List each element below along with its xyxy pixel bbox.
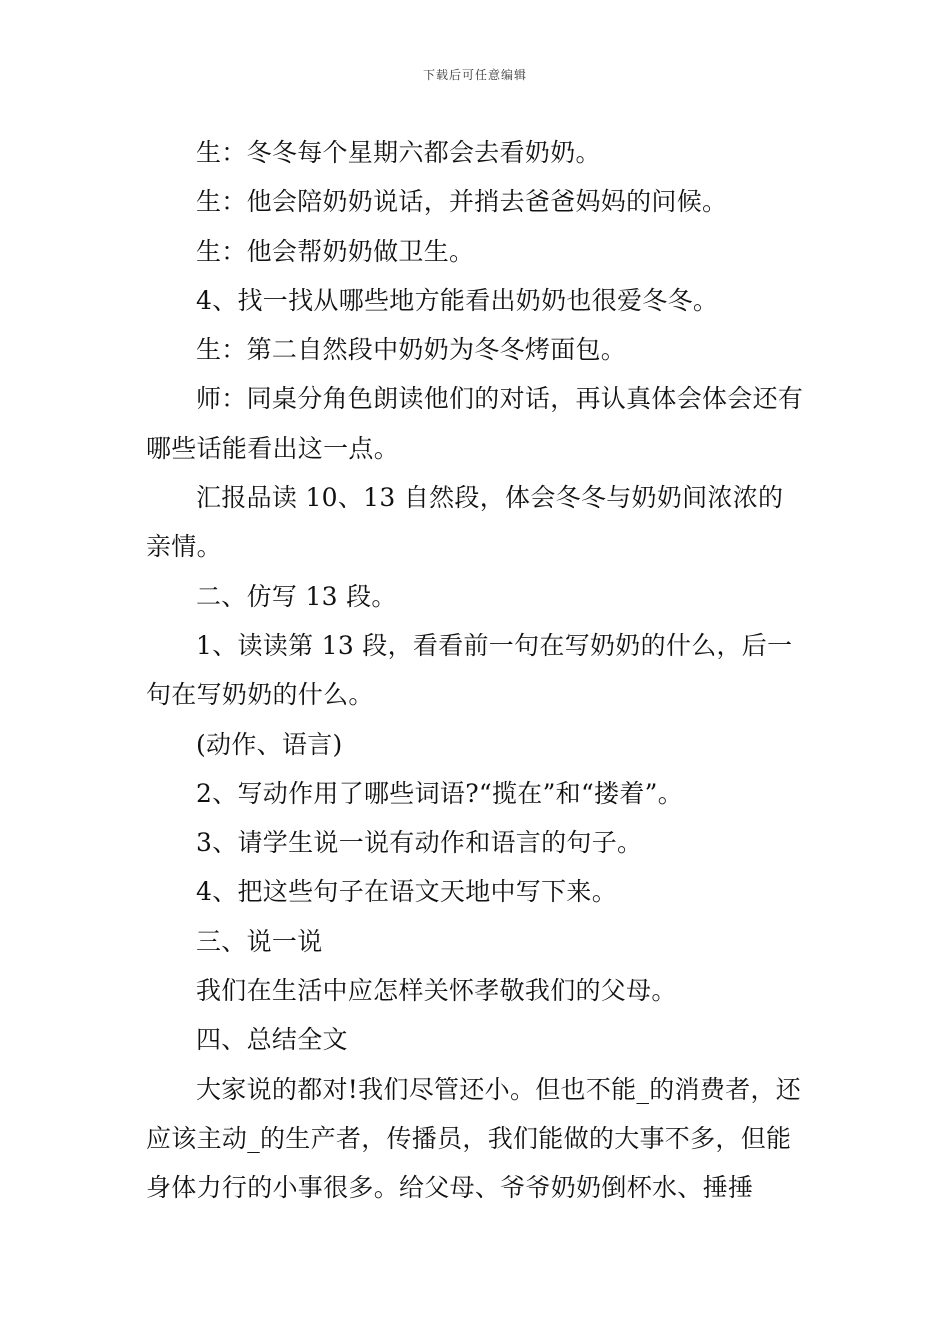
section-heading: 三、说一说 xyxy=(196,926,323,956)
paragraph: 生：他会帮奶奶做卫生。 xyxy=(196,236,475,266)
paragraph: 我们在生活中应怎样关怀孝敬我们的父母。 xyxy=(196,976,677,1006)
section-heading: 四、总结全文 xyxy=(196,1025,348,1055)
paragraph: 汇报品读 10、13 自然段，体会冬冬与奶奶间浓浓的亲情。 xyxy=(146,483,784,562)
paragraph: 生：他会陪奶奶说话，并捎去爸爸妈妈的问候。 xyxy=(196,187,728,217)
paragraph: 生：第二自然段中奶奶为冬冬烤面包。 xyxy=(196,335,627,365)
paragraph: (动作、语言) xyxy=(196,729,343,759)
paragraph: 4、把这些句子在语文天地中写下来。 xyxy=(196,877,618,907)
paragraph: 2、写动作用了哪些词语?“揽在”和“搂着”。 xyxy=(196,778,684,808)
page-header: 下载后可任意编辑 xyxy=(422,68,527,82)
document-body xyxy=(146,128,808,1213)
paragraph: 二、仿写 13 段。 xyxy=(196,581,397,611)
paragraph: 师：同桌分角色朗读他们的对话，再认真体会体会还有哪些话能看出这一点。 xyxy=(146,384,804,463)
paragraph: 大家说的都对!我们尽管还小。但也不能_的消费者，还应该主动_的生产者，传播员，我们能做的大事不多，但能身体力行的小事很多。给父母、爷爷奶奶倒杯水、捶捶 xyxy=(146,1074,802,1203)
paragraph: 1、读读第 13 段，看看前一句在写奶奶的什么，后一句在写奶奶的什么。 xyxy=(146,630,793,710)
paragraph: 生：冬冬每个星期六都会去看奶奶。 xyxy=(196,138,601,167)
paragraph: 3、请学生说一说有动作和语言的句子。 xyxy=(196,828,643,858)
paragraph: 4、找一找从哪些地方能看出奶奶也很爱冬冬。 xyxy=(196,285,719,315)
